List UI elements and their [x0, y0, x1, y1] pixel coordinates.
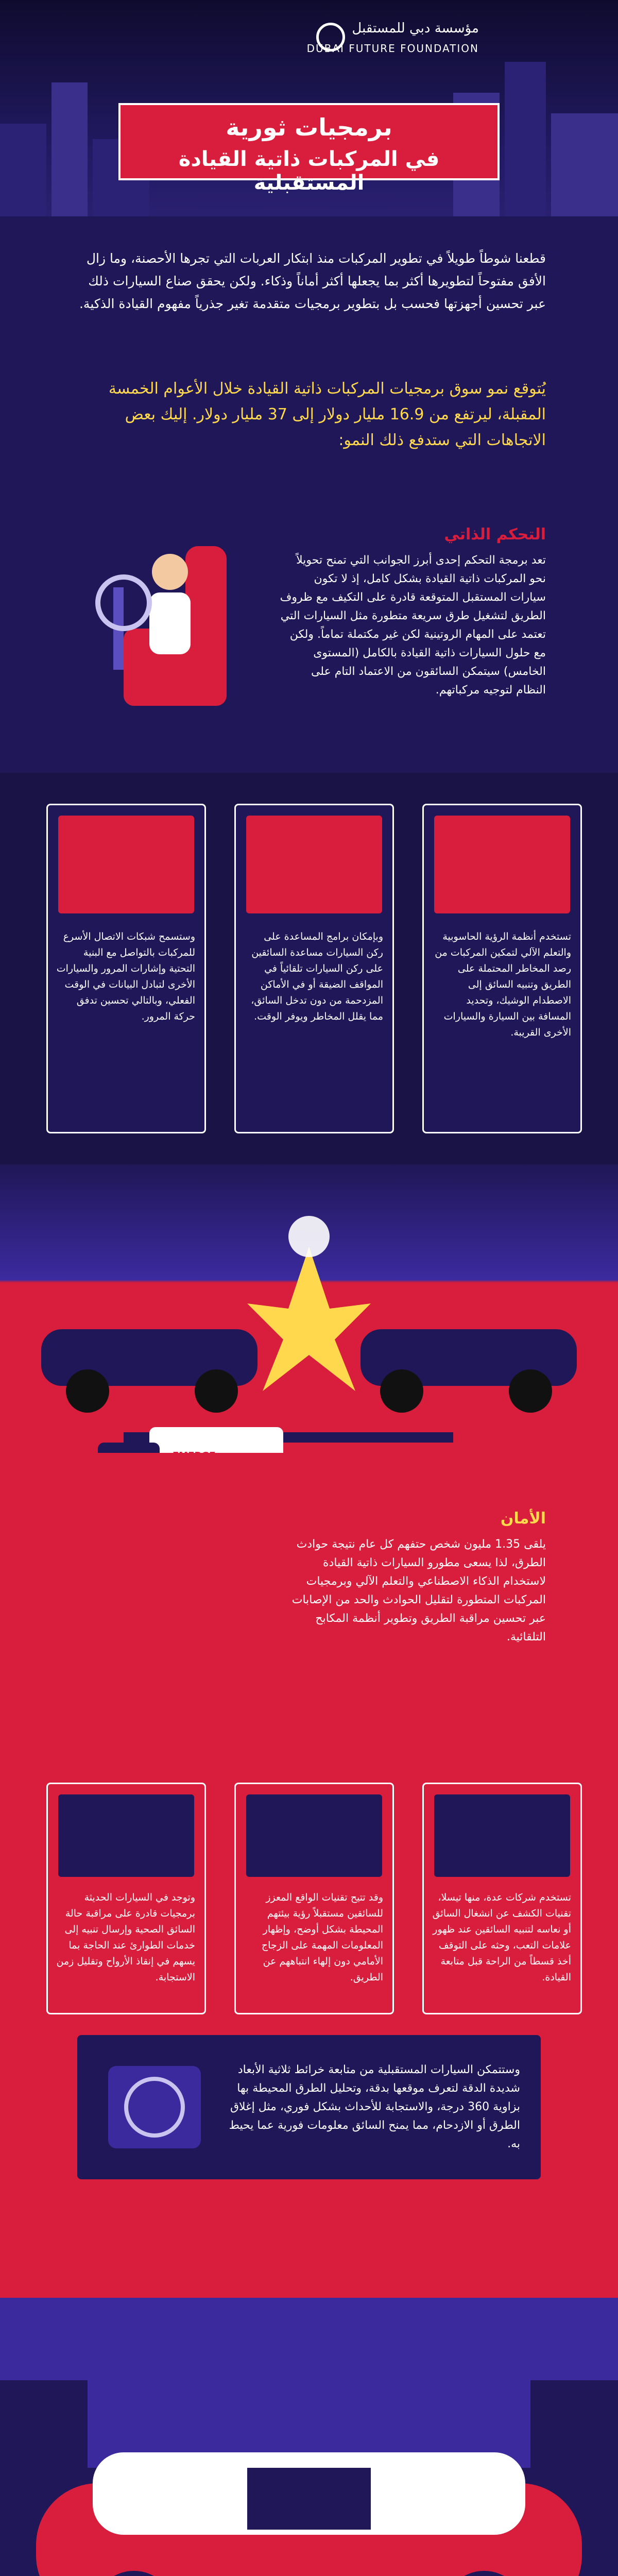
header: [0, 0, 618, 216]
control-card-text: تستخدم أنظمة الرؤية الحاسوبية والتعلم الآلي لتمكين المركبات من رصد المخاطر المحتملة على الطريق وتنبيه السائق إلى الاصطدام الوشيك، وتحديد المسافة بين السيارة والسيارات الأخرى القريبة.: [435, 931, 571, 1038]
safety-card-3: [46, 1783, 206, 2014]
safety-section: [0, 1453, 618, 1762]
safety-card-2: [234, 1783, 394, 2014]
control-card-text: وستسمح شبكات الاتصال الأسرع للمركبات بالتواصل مع البنية التحتية وإشارات المرور والسيارات الأخرى لتبادل البيانات في الوقت الفعلي، وبالتالي تحسين تدفق حركة المرور.: [56, 931, 195, 1022]
road-hazard-icon: [434, 816, 570, 913]
connected-car-illustration: [0, 2298, 618, 2576]
intro-section: [0, 216, 618, 484]
control-card-1: [422, 804, 582, 1133]
safety-card-1: [422, 1783, 582, 2014]
safety-title: الأمان: [500, 1510, 546, 1528]
safety-card-text: تستخدم شركات عدة، منها تيسلا، تقنيات الكشف عن انشغال السائق أو نعاسه لتنبيه السائقين عند ظهور علامات التعب، وحثه على التوقف أخذ قسطاً من الراحة قبل متابعة القيادة.: [432, 1892, 571, 1983]
control-card-3: [46, 804, 206, 1133]
car-crash-icon: [0, 1185, 618, 1443]
3d-map-dashboard-icon: [98, 2056, 211, 2159]
safety-card-text: وقد تتيح تقنيات الواقع المعزز للسائقين مستقبلاً رؤية بيئتهم المحيطة بشكل أوضح، وإظهار المعلومات المهمة على الزجاج الأمامي دون إلهاء انتباههم عن الطريق.: [261, 1892, 383, 1983]
parking-car-icon: [246, 816, 382, 913]
connected-car-band: [0, 2298, 618, 2576]
navigation-box: [77, 2035, 541, 2179]
page-title: برمجيات ثورية: [226, 113, 392, 141]
safety-text: يلقى 1.35 مليون شخص حتفهم كل عام نتيجة حوادث الطرق، لذا يسعى مطورو السيارات ذاتية القيادة لاستخدام الذكاء الاصطناعي والتعلم الآلي وبرمجيات المركبات المتطورة لتقليل الحوادث والحد من الإصابات عبر تحسين مراقبة الطريق وتطوير أنظمة المكابح التلقائية.: [291, 1538, 546, 1643]
driver-seat-illustration: [93, 526, 258, 732]
title-box: [118, 103, 500, 195]
network-car-icon: [58, 816, 194, 913]
safety-card-text: وتوجد في السيارات الحديثة برمجيات قادرة على مراقبة حالة السائق الصحية وإرسال تنبيه إلى خدمات الطوارئ عند الحاجة بما يسهم في إنقاذ الأرواح وتقليل زمن الاستجابة.: [56, 1892, 195, 1983]
control-text: تعد برمجة التحكم إحدى أبرز الجوانب التي تمنح تحويلاً نحو المركبات ذاتية القيادة بشكل كامل، إذ لا تكون سيارات المستقبل المتوقعة قادرة على التكيف مع ظروف الطريق لتشغيل طرق سريعة متطورة مثل السيارات التي تعتمد على المهام الروتينية لكن غير مكتملة تماماً. ولكن مع حلول السيارات ذاتية القيادة بالكامل (المستوى الخامس) سيتمكن السائقون من الاعتماد التام على النظام لتوجيه مركباتهم.: [280, 554, 546, 697]
control-section: [0, 484, 618, 773]
crash-illustration: [0, 1164, 618, 1453]
page-subtitle: في المركبات ذاتية القيادة المستقبلية: [178, 147, 440, 195]
logo-arabic: مؤسسة دبي للمستقبل: [352, 21, 479, 36]
ar-windshield-icon: [246, 1794, 382, 1877]
logo-english: DUBAI FUTURE FOUNDATION: [306, 42, 479, 55]
nav-text: وستتمكن السيارات المستقبلية من متابعة خرائط ثلاثية الأبعاد شديدة الدقة لتعرف موقعها بدقة، وتحليل الطرق المحيطة بها بزاوية 360 درجة، والاستجابة للأحداث بشكل فوري، مثل إغلاق الطرق أو الازدحام، مما يمنح السائق معلومات فورية عما يحيط به.: [229, 2063, 520, 2150]
intro-paragraph: قطعنا شوطاً طويلاً في تطوير المركبات منذ ابتكار العربات التي تجرها الأحصنة، وما زال الأفق مفتوحاً لتطويرها أكثر بما يجعلها أكثر أماناً وذكاء. ولكن يحقق صناع السيارات ذلك عبر تحسين أجهزتها فحسب بل بتطوير برمجيات متقدمة تغير جذرياً مفهوم القيادة الذكية.: [79, 251, 546, 311]
intro-lead: يُتوقع نمو سوق برمجيات المركبات ذاتية القيادة خلال الأعوام الخمسة المقبلة، ليرتفع من 16.9 مليار دولار إلى 37 مليار دولار. إليك بعض الاتجاهات التي ستدفع ذلك النمو:: [108, 380, 546, 449]
driver-monitor-icon: [58, 1794, 194, 1877]
control-title: التحكم الذاتي: [444, 526, 546, 544]
control-card-2: [234, 804, 394, 1133]
windshield-icon: [434, 1794, 570, 1877]
control-card-text: وبإمكان برامج المساعدة على ركن السيارات مساعدة السائقين على ركن السيارات تلقائياً في المواقف الضيقة أو في الأماكن المزدحمة من دون تدخل السائق، مما يقلل المخاطر ويوفر الوقت.: [251, 931, 383, 1022]
